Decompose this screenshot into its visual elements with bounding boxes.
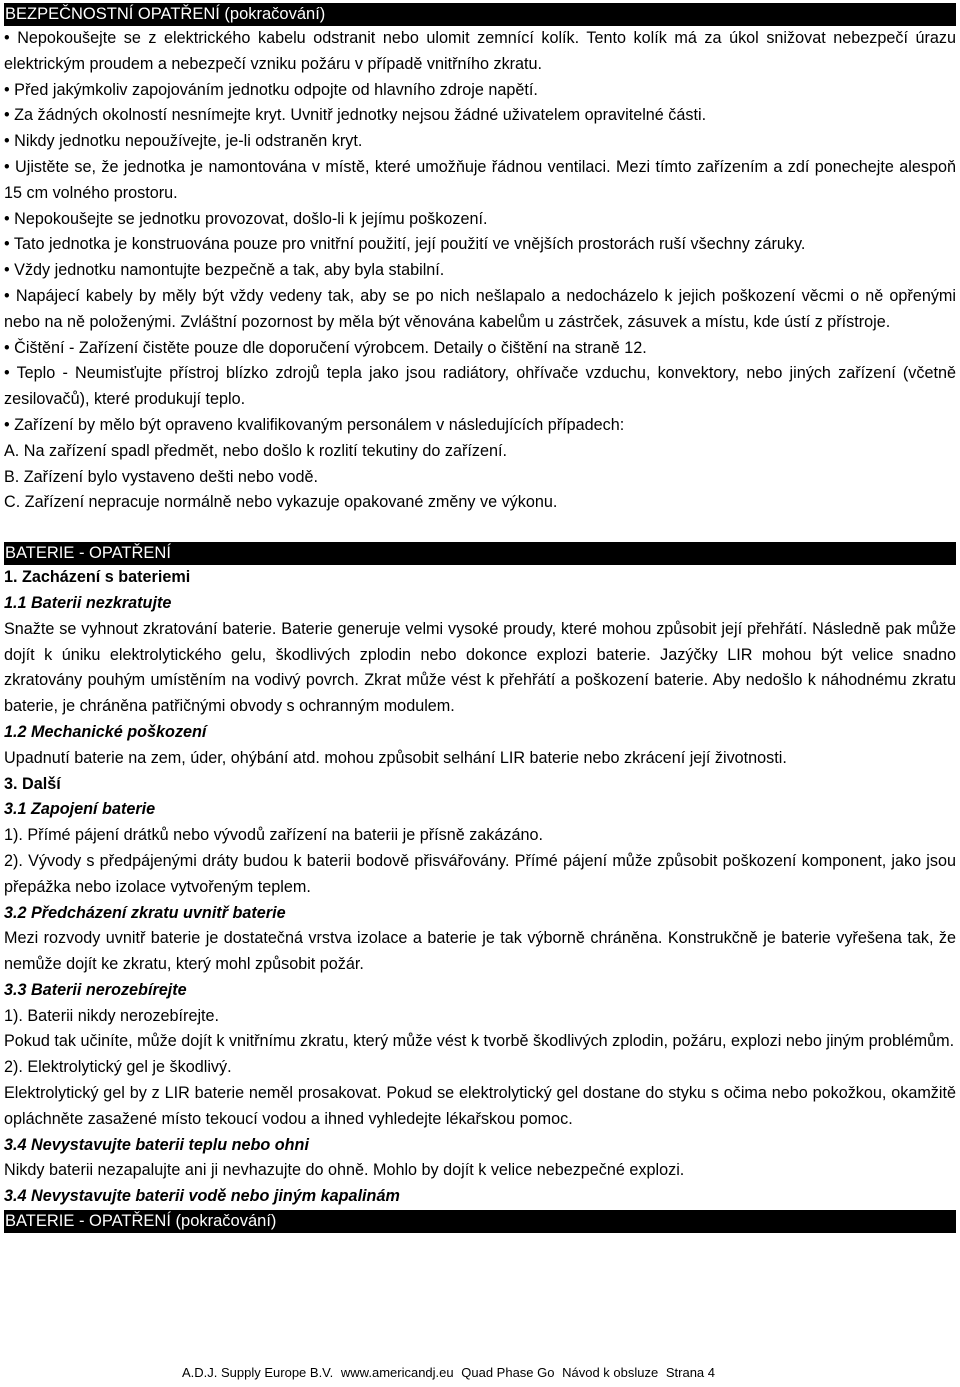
safety-item: • Napájecí kabely by měly být vždy vedeny tak, aby se po nich nešlapalo a nedocházelo k jejich poškození věcmi o ně opřenými nebo na ně položenými. Zvláštní pozornost by měla být věnována kabelům u zástrček, zásuvek a místu, kde ústí z přístroje. xyxy=(4,286,956,331)
footer-page-number: Strana 4 xyxy=(665,1365,716,1380)
section-header-safety: BEZPEČNOSTNÍ OPATŘENÍ (pokračování) xyxy=(4,3,956,26)
battery-subheading: 3.4 Nevystavujte baterii teplu nebo ohni xyxy=(4,1135,309,1154)
battery-subheading: 3.1 Zapojení baterie xyxy=(4,800,156,819)
safety-item: • Ujistěte se, že jednotka je namontována v místě, které umožňuje řádnou ventilaci. Mezi tímto zařízením a zdí ponechejte alespoň 15 cm volného prostoru. xyxy=(4,157,956,202)
safety-item: A. Na zařízení spadl předmět, nebo došlo k rozlití tekutiny do zařízení. xyxy=(4,441,507,460)
battery-paragraph: Snažte se vyhnout zkratování baterie. Baterie generuje velmi vysoké proudy, které mohou způsobit její přehřátí. Následně pak může dojít k úniku elektrolytického gelu, škodlivých zplodin nebo dokonce explozi baterie. Jazýčky LIR mohou být velice snadno zkratovány pouhým umístěním na vodivý povrch. Zkrat může vést k přehřátí a poškození baterie. Aby nedošlo k náhodnému zkratu baterie, je chráněna patřičnými obvody s ochranným modulem. xyxy=(4,619,956,716)
battery-heading: 3. Další xyxy=(4,774,61,793)
safety-item: C. Zařízení nepracuje normálně nebo vykazuje opakované změny ve výkonu. xyxy=(4,493,558,512)
battery-heading: 1. Zacházení s bateriemi xyxy=(4,568,191,587)
battery-paragraph: 1). Přímé pájení drátků nebo vývodů zařízení na baterii je přísně zakázáno. xyxy=(4,826,543,845)
battery-content xyxy=(4,565,956,1210)
safety-item: • Teplo - Neumisťujte přístroj blízko zdrojů tepla jako jsou radiátory, ohřívače vzduchu, konvektory, nebo jiných zařízení (včetně zesilovačů), které produkují teplo. xyxy=(4,364,956,409)
battery-subheading: 3.4 Nevystavujte baterii vodě nebo jiným kapalinám xyxy=(4,1187,400,1206)
battery-paragraph: Mezi rozvody uvnitř baterie je dostatečná vrstva izolace a baterie je tak výborně chráněna. Konstrukčně je baterie vyřešena tak, že nemůže dojít ke zkratu, který mohl způsobit požár. xyxy=(4,929,956,974)
battery-paragraph: Elektrolytický gel by z LIR baterie neměl prosakovat. Pokud se elektrolytický gel dostane do styku s očima nebo pokožkou, okamžitě opláchněte zasažené místo tekoucí vodou a ihned vyhledejte lékařskou pomoc. xyxy=(4,1084,956,1128)
safety-item: • Vždy jednotku namontujte bezpečně a tak, aby byla stabilní. xyxy=(4,261,445,280)
safety-item: • Nikdy jednotku nepoužívejte, je-li odstraněn kryt. xyxy=(4,132,363,151)
safety-item: • Před jakýmkoliv zapojováním jednotku odpojte od hlavního zdroje napětí. xyxy=(4,80,538,99)
battery-paragraph: 2). Elektrolytický gel je škodlivý. xyxy=(4,1058,232,1077)
battery-paragraph: Pokud tak učiníte, může dojít k vnitřnímu zkratu, který může vést k tvorbě škodlivých zplodin, požáru, explozi nebo jiným problémům. xyxy=(4,1032,955,1051)
safety-item: • Nepokoušejte se jednotku provozovat, došlo-li k jejímu poškození. xyxy=(4,209,488,228)
safety-item: • Za žádných okolností nesnímejte kryt. Uvnitř jednotky nejsou žádné uživatelem opravitelné části. xyxy=(4,106,707,125)
safety-item: • Tato jednotka je konstruována pouze pro vnitřní použití, její použití ve vnějších prostorách ruší všechny záruky. xyxy=(4,235,806,254)
battery-subheading: 3.2 Předcházení zkratu uvnitř baterie xyxy=(4,903,286,922)
footer-company: A.D.J. Supply Europe B.V. xyxy=(182,1365,334,1380)
battery-paragraph: Nikdy baterii nezapalujte ani ji nevhazujte do ohně. Mohlo by dojít k velice nebezpečné explozi. xyxy=(4,1161,685,1180)
footer-website[interactable]: www.americandj.eu xyxy=(340,1365,454,1380)
footer-manual: Návod k obsluze xyxy=(562,1365,659,1380)
safety-item: • Čištění - Zařízení čistěte pouze dle doporučení výrobcem. Detaily o čištění na straně 12. xyxy=(4,338,647,357)
safety-list xyxy=(4,26,956,516)
section-header-battery-continued: BATERIE - OPATŘENÍ (pokračování) xyxy=(4,1210,956,1233)
battery-paragraph: 2). Vývody s předpájenými dráty budou k baterii bodově přisvářovány. Přímé pájení může způsobit poškození komponent, jako jsou přepážka nebo izolace vytvořeným teplem. xyxy=(4,851,956,896)
safety-item: • Nepokoušejte se z elektrického kabelu odstranit nebo ulomit zemnící kolík. Tento kolík má za úkol snižovat nebezpečí úrazu elektrickým proudem a nebezpečí vzniku požáru v případě vnitřního zkratu. xyxy=(4,29,956,73)
section-header-battery: BATERIE - OPATŘENÍ xyxy=(4,542,956,565)
battery-paragraph: Upadnutí baterie na zem, úder, ohýbání atd. mohou způsobit selhání LIR baterie nebo zkrácení její životnosti. xyxy=(4,748,787,767)
document-page xyxy=(4,3,956,1233)
battery-paragraph: 1). Baterii nikdy nerozebírejte. xyxy=(4,1006,220,1025)
safety-item: B. Zařízení bylo vystaveno dešti nebo vodě. xyxy=(4,467,319,486)
battery-subheading: 1.1 Baterii nezkratujte xyxy=(4,593,172,612)
page-footer xyxy=(182,1365,719,1381)
battery-subheading: 1.2 Mechanické poškození xyxy=(4,722,207,741)
section-gap xyxy=(4,516,956,542)
footer-product: Quad Phase Go xyxy=(461,1365,555,1380)
safety-item: • Zařízení by mělo být opraveno kvalifikovaným personálem v následujících případech: xyxy=(4,415,625,434)
battery-subheading: 3.3 Baterii nerozebírejte xyxy=(4,980,187,999)
